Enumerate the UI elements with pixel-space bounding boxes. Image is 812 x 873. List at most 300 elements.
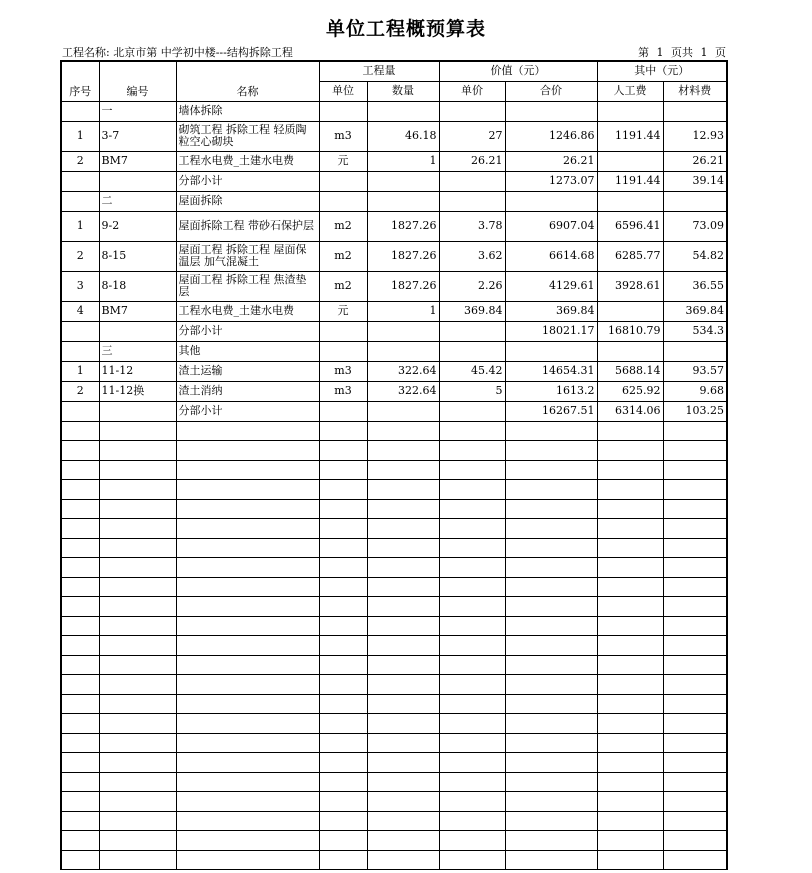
cell-labor: 6596.41	[597, 211, 663, 241]
table-row	[61, 101, 727, 121]
empty-cell	[663, 714, 727, 734]
empty-cell	[367, 499, 439, 519]
cell-qty: 1827.26	[367, 271, 439, 301]
empty-cell	[367, 421, 439, 441]
empty-cell	[176, 636, 319, 656]
empty-cell	[663, 733, 727, 753]
empty-cell	[439, 441, 505, 461]
empty-cell	[597, 441, 663, 461]
empty-cell	[99, 675, 176, 695]
cell-name: 砌筑工程 拆除工程 轻质陶粒空心砌块	[176, 121, 319, 151]
empty-cell	[597, 577, 663, 597]
empty-row	[61, 831, 727, 851]
cell-labor: 1191.44	[597, 171, 663, 191]
cell-unit: m2	[319, 271, 367, 301]
cell-material: 39.14	[663, 171, 727, 191]
empty-cell	[663, 421, 727, 441]
cell-labor: 6285.77	[597, 241, 663, 271]
cell-name: 工程水电费_土建水电费	[176, 151, 319, 171]
empty-cell	[176, 811, 319, 831]
cell-labor: 625.92	[597, 381, 663, 401]
empty-row	[61, 636, 727, 656]
empty-cell	[61, 616, 99, 636]
cell-code: 8-15	[99, 241, 176, 271]
empty-cell	[99, 499, 176, 519]
cell-labor: 1191.44	[597, 121, 663, 151]
table-row	[61, 321, 727, 341]
empty-cell	[597, 636, 663, 656]
empty-cell	[61, 714, 99, 734]
document-title: 单位工程概预算表	[325, 18, 486, 40]
empty-cell	[597, 792, 663, 812]
empty-cell	[61, 850, 99, 870]
empty-cell	[367, 772, 439, 792]
empty-cell	[439, 597, 505, 617]
empty-cell	[439, 675, 505, 695]
cell-code: 二	[99, 191, 176, 211]
empty-cell	[319, 577, 367, 597]
empty-cell	[61, 597, 99, 617]
empty-cell	[176, 792, 319, 812]
empty-cell	[367, 655, 439, 675]
empty-cell	[597, 597, 663, 617]
empty-cell	[663, 792, 727, 812]
table-row	[61, 341, 727, 361]
empty-cell	[439, 636, 505, 656]
cell-material: 9.68	[663, 381, 727, 401]
cell-unit-price	[439, 321, 505, 341]
empty-cell	[319, 714, 367, 734]
table-row	[61, 241, 727, 271]
empty-row	[61, 480, 727, 500]
empty-cell	[439, 655, 505, 675]
cell-labor: 6314.06	[597, 401, 663, 421]
cell-unit	[319, 321, 367, 341]
empty-cell	[176, 421, 319, 441]
empty-cell	[176, 499, 319, 519]
cell-total: 18021.17	[505, 321, 597, 341]
empty-cell	[505, 421, 597, 441]
header-total: 合价	[505, 81, 597, 101]
cell-qty: 1	[367, 151, 439, 171]
empty-cell	[176, 577, 319, 597]
empty-cell	[319, 772, 367, 792]
empty-cell	[61, 675, 99, 695]
cell-total: 1273.07	[505, 171, 597, 191]
table-row	[61, 151, 727, 171]
cell-seq: 2	[61, 151, 99, 171]
empty-cell	[367, 733, 439, 753]
empty-cell	[663, 499, 727, 519]
empty-row	[61, 597, 727, 617]
empty-cell	[505, 811, 597, 831]
cell-qty	[367, 321, 439, 341]
cell-total: 6907.04	[505, 211, 597, 241]
empty-row	[61, 811, 727, 831]
cell-total: 14654.31	[505, 361, 597, 381]
cell-unit-price	[439, 101, 505, 121]
empty-cell	[61, 480, 99, 500]
empty-cell	[663, 753, 727, 773]
empty-cell	[505, 558, 597, 578]
empty-cell	[663, 811, 727, 831]
cell-unit-price: 369.84	[439, 301, 505, 321]
cell-unit-price: 3.78	[439, 211, 505, 241]
empty-cell	[505, 538, 597, 558]
empty-cell	[663, 616, 727, 636]
cell-qty: 1827.26	[367, 211, 439, 241]
cell-seq: 2	[61, 241, 99, 271]
cell-code: 3-7	[99, 121, 176, 151]
cell-unit	[319, 171, 367, 191]
cell-qty: 1827.26	[367, 241, 439, 271]
empty-row	[61, 421, 727, 441]
empty-cell	[663, 772, 727, 792]
cell-unit-price	[439, 401, 505, 421]
empty-cell	[99, 714, 176, 734]
empty-cell	[61, 753, 99, 773]
cell-name: 渣土消纳	[176, 381, 319, 401]
empty-cell	[176, 831, 319, 851]
empty-cell	[439, 694, 505, 714]
cell-seq	[61, 171, 99, 191]
empty-cell	[597, 694, 663, 714]
empty-cell	[597, 421, 663, 441]
empty-cell	[61, 694, 99, 714]
empty-cell	[505, 577, 597, 597]
empty-cell	[505, 499, 597, 519]
empty-cell	[319, 616, 367, 636]
cell-unit: m3	[319, 381, 367, 401]
cell-name: 分部小计	[176, 401, 319, 421]
cell-seq: 1	[61, 211, 99, 241]
cell-unit	[319, 341, 367, 361]
empty-cell	[61, 538, 99, 558]
table-row	[61, 271, 727, 301]
empty-cell	[439, 460, 505, 480]
empty-cell	[99, 655, 176, 675]
empty-cell	[319, 519, 367, 539]
empty-cell	[663, 636, 727, 656]
empty-cell	[597, 850, 663, 870]
header-unit: 单位	[319, 81, 367, 101]
empty-row	[61, 577, 727, 597]
empty-row	[61, 850, 727, 870]
empty-cell	[99, 421, 176, 441]
empty-cell	[367, 811, 439, 831]
empty-cell	[319, 811, 367, 831]
empty-cell	[99, 636, 176, 656]
empty-cell	[319, 655, 367, 675]
cell-material	[663, 101, 727, 121]
cell-material: 103.25	[663, 401, 727, 421]
empty-cell	[663, 850, 727, 870]
table-body	[61, 101, 727, 870]
empty-cell	[505, 792, 597, 812]
empty-row	[61, 753, 727, 773]
project-name: 工程名称: 北京市第 中学初中楼---结构拆除工程	[62, 46, 293, 59]
cell-code: 11-12换	[99, 381, 176, 401]
empty-cell	[663, 480, 727, 500]
cell-unit-price: 3.62	[439, 241, 505, 271]
header-qty: 数量	[367, 81, 439, 101]
cell-unit	[319, 101, 367, 121]
cell-code: 三	[99, 341, 176, 361]
cell-code: BM7	[99, 301, 176, 321]
cell-unit-price	[439, 171, 505, 191]
empty-cell	[663, 694, 727, 714]
cell-total: 6614.68	[505, 241, 597, 271]
empty-cell	[319, 538, 367, 558]
empty-row	[61, 694, 727, 714]
empty-cell	[597, 811, 663, 831]
empty-cell	[61, 772, 99, 792]
empty-cell	[176, 538, 319, 558]
cell-total	[505, 191, 597, 211]
empty-row	[61, 441, 727, 461]
cell-labor	[597, 301, 663, 321]
cell-total: 1246.86	[505, 121, 597, 151]
empty-cell	[319, 480, 367, 500]
empty-cell	[61, 519, 99, 539]
empty-cell	[663, 558, 727, 578]
cell-unit-price	[439, 341, 505, 361]
cell-seq	[61, 101, 99, 121]
empty-cell	[597, 831, 663, 851]
empty-cell	[176, 694, 319, 714]
cell-labor: 16810.79	[597, 321, 663, 341]
cell-code	[99, 401, 176, 421]
header-row-1	[61, 61, 727, 81]
cell-qty: 46.18	[367, 121, 439, 151]
header-seq: 序号	[61, 61, 99, 101]
header-labor: 人工费	[597, 81, 663, 101]
empty-cell	[597, 753, 663, 773]
cell-name: 其他	[176, 341, 319, 361]
empty-cell	[176, 480, 319, 500]
cell-seq: 2	[61, 381, 99, 401]
table-row	[61, 191, 727, 211]
cell-code	[99, 321, 176, 341]
cell-labor	[597, 151, 663, 171]
empty-cell	[597, 519, 663, 539]
empty-cell	[61, 441, 99, 461]
empty-cell	[99, 850, 176, 870]
empty-cell	[61, 792, 99, 812]
cell-code: 8-18	[99, 271, 176, 301]
cell-seq: 4	[61, 301, 99, 321]
empty-cell	[367, 519, 439, 539]
empty-cell	[367, 753, 439, 773]
empty-cell	[597, 460, 663, 480]
empty-cell	[367, 850, 439, 870]
cell-qty	[367, 171, 439, 191]
cell-unit-price: 2.26	[439, 271, 505, 301]
empty-cell	[176, 441, 319, 461]
cell-code: 11-12	[99, 361, 176, 381]
cell-code: 一	[99, 101, 176, 121]
empty-cell	[319, 597, 367, 617]
empty-cell	[61, 831, 99, 851]
cell-total: 369.84	[505, 301, 597, 321]
cell-unit: m2	[319, 211, 367, 241]
cell-material: 93.57	[663, 361, 727, 381]
cell-name: 屋面工程 拆除工程 屋面保温层 加气混凝土	[176, 241, 319, 271]
empty-cell	[505, 772, 597, 792]
empty-cell	[176, 772, 319, 792]
empty-cell	[367, 714, 439, 734]
empty-cell	[439, 499, 505, 519]
cell-unit: m2	[319, 241, 367, 271]
cell-seq	[61, 191, 99, 211]
cell-qty	[367, 101, 439, 121]
empty-row	[61, 460, 727, 480]
empty-cell	[439, 714, 505, 734]
cell-unit-price: 45.42	[439, 361, 505, 381]
header-material: 材料费	[663, 81, 727, 101]
table-row	[61, 171, 727, 191]
empty-cell	[99, 616, 176, 636]
empty-cell	[439, 772, 505, 792]
table-row	[61, 121, 727, 151]
cell-labor	[597, 101, 663, 121]
empty-row	[61, 499, 727, 519]
empty-cell	[319, 850, 367, 870]
empty-cell	[505, 655, 597, 675]
empty-cell	[597, 499, 663, 519]
cell-code	[99, 171, 176, 191]
empty-cell	[597, 558, 663, 578]
cell-name: 分部小计	[176, 171, 319, 191]
empty-cell	[319, 675, 367, 695]
empty-cell	[99, 597, 176, 617]
empty-cell	[439, 753, 505, 773]
empty-cell	[99, 733, 176, 753]
empty-cell	[319, 694, 367, 714]
header-value-group: 价值（元）	[439, 61, 597, 81]
cell-material: 26.21	[663, 151, 727, 171]
empty-cell	[99, 577, 176, 597]
empty-cell	[99, 811, 176, 831]
table-row	[61, 211, 727, 241]
cell-total	[505, 341, 597, 361]
empty-cell	[597, 675, 663, 695]
cell-labor: 3928.61	[597, 271, 663, 301]
empty-cell	[367, 441, 439, 461]
table-row	[61, 301, 727, 321]
cell-unit-price: 27	[439, 121, 505, 151]
empty-cell	[319, 558, 367, 578]
empty-cell	[663, 655, 727, 675]
cell-seq	[61, 321, 99, 341]
empty-cell	[597, 616, 663, 636]
cell-qty	[367, 401, 439, 421]
empty-row	[61, 558, 727, 578]
cell-material: 36.55	[663, 271, 727, 301]
cell-unit: 元	[319, 151, 367, 171]
empty-cell	[439, 850, 505, 870]
cell-name: 墙体拆除	[176, 101, 319, 121]
empty-cell	[597, 655, 663, 675]
cell-name: 屋面工程 拆除工程 焦渣垫层	[176, 271, 319, 301]
empty-cell	[505, 480, 597, 500]
empty-cell	[176, 675, 319, 695]
empty-cell	[597, 772, 663, 792]
empty-row	[61, 733, 727, 753]
empty-row	[61, 714, 727, 734]
empty-cell	[176, 850, 319, 870]
empty-cell	[505, 675, 597, 695]
cell-qty: 322.64	[367, 361, 439, 381]
empty-cell	[439, 519, 505, 539]
empty-cell	[99, 792, 176, 812]
empty-cell	[99, 831, 176, 851]
cell-unit: 元	[319, 301, 367, 321]
cell-seq: 3	[61, 271, 99, 301]
empty-cell	[99, 753, 176, 773]
empty-cell	[367, 616, 439, 636]
empty-cell	[176, 655, 319, 675]
empty-cell	[505, 694, 597, 714]
empty-cell	[319, 753, 367, 773]
empty-cell	[505, 616, 597, 636]
empty-row	[61, 616, 727, 636]
cell-unit: m3	[319, 361, 367, 381]
empty-cell	[367, 460, 439, 480]
empty-cell	[439, 616, 505, 636]
empty-row	[61, 655, 727, 675]
cell-name: 渣土运输	[176, 361, 319, 381]
table-row	[61, 381, 727, 401]
empty-cell	[367, 538, 439, 558]
empty-cell	[176, 616, 319, 636]
empty-cell	[367, 480, 439, 500]
empty-cell	[367, 831, 439, 851]
cell-name: 屋面拆除	[176, 191, 319, 211]
empty-cell	[367, 597, 439, 617]
cell-material: 534.3	[663, 321, 727, 341]
empty-cell	[505, 636, 597, 656]
empty-cell	[439, 792, 505, 812]
empty-cell	[505, 753, 597, 773]
empty-cell	[439, 480, 505, 500]
empty-cell	[61, 499, 99, 519]
empty-cell	[663, 577, 727, 597]
cell-total: 1613.2	[505, 381, 597, 401]
empty-cell	[99, 519, 176, 539]
empty-cell	[99, 772, 176, 792]
empty-row	[61, 538, 727, 558]
empty-row	[61, 675, 727, 695]
cell-material: 12.93	[663, 121, 727, 151]
cell-code: 9-2	[99, 211, 176, 241]
cell-unit-price	[439, 191, 505, 211]
cell-labor: 5688.14	[597, 361, 663, 381]
empty-cell	[367, 675, 439, 695]
cell-material	[663, 341, 727, 361]
cell-name: 工程水电费_土建水电费	[176, 301, 319, 321]
empty-cell	[367, 792, 439, 812]
empty-cell	[597, 480, 663, 500]
empty-cell	[61, 733, 99, 753]
empty-cell	[663, 597, 727, 617]
empty-cell	[176, 460, 319, 480]
cell-material: 54.82	[663, 241, 727, 271]
empty-cell	[439, 811, 505, 831]
empty-cell	[176, 597, 319, 617]
empty-cell	[99, 694, 176, 714]
empty-cell	[439, 421, 505, 441]
